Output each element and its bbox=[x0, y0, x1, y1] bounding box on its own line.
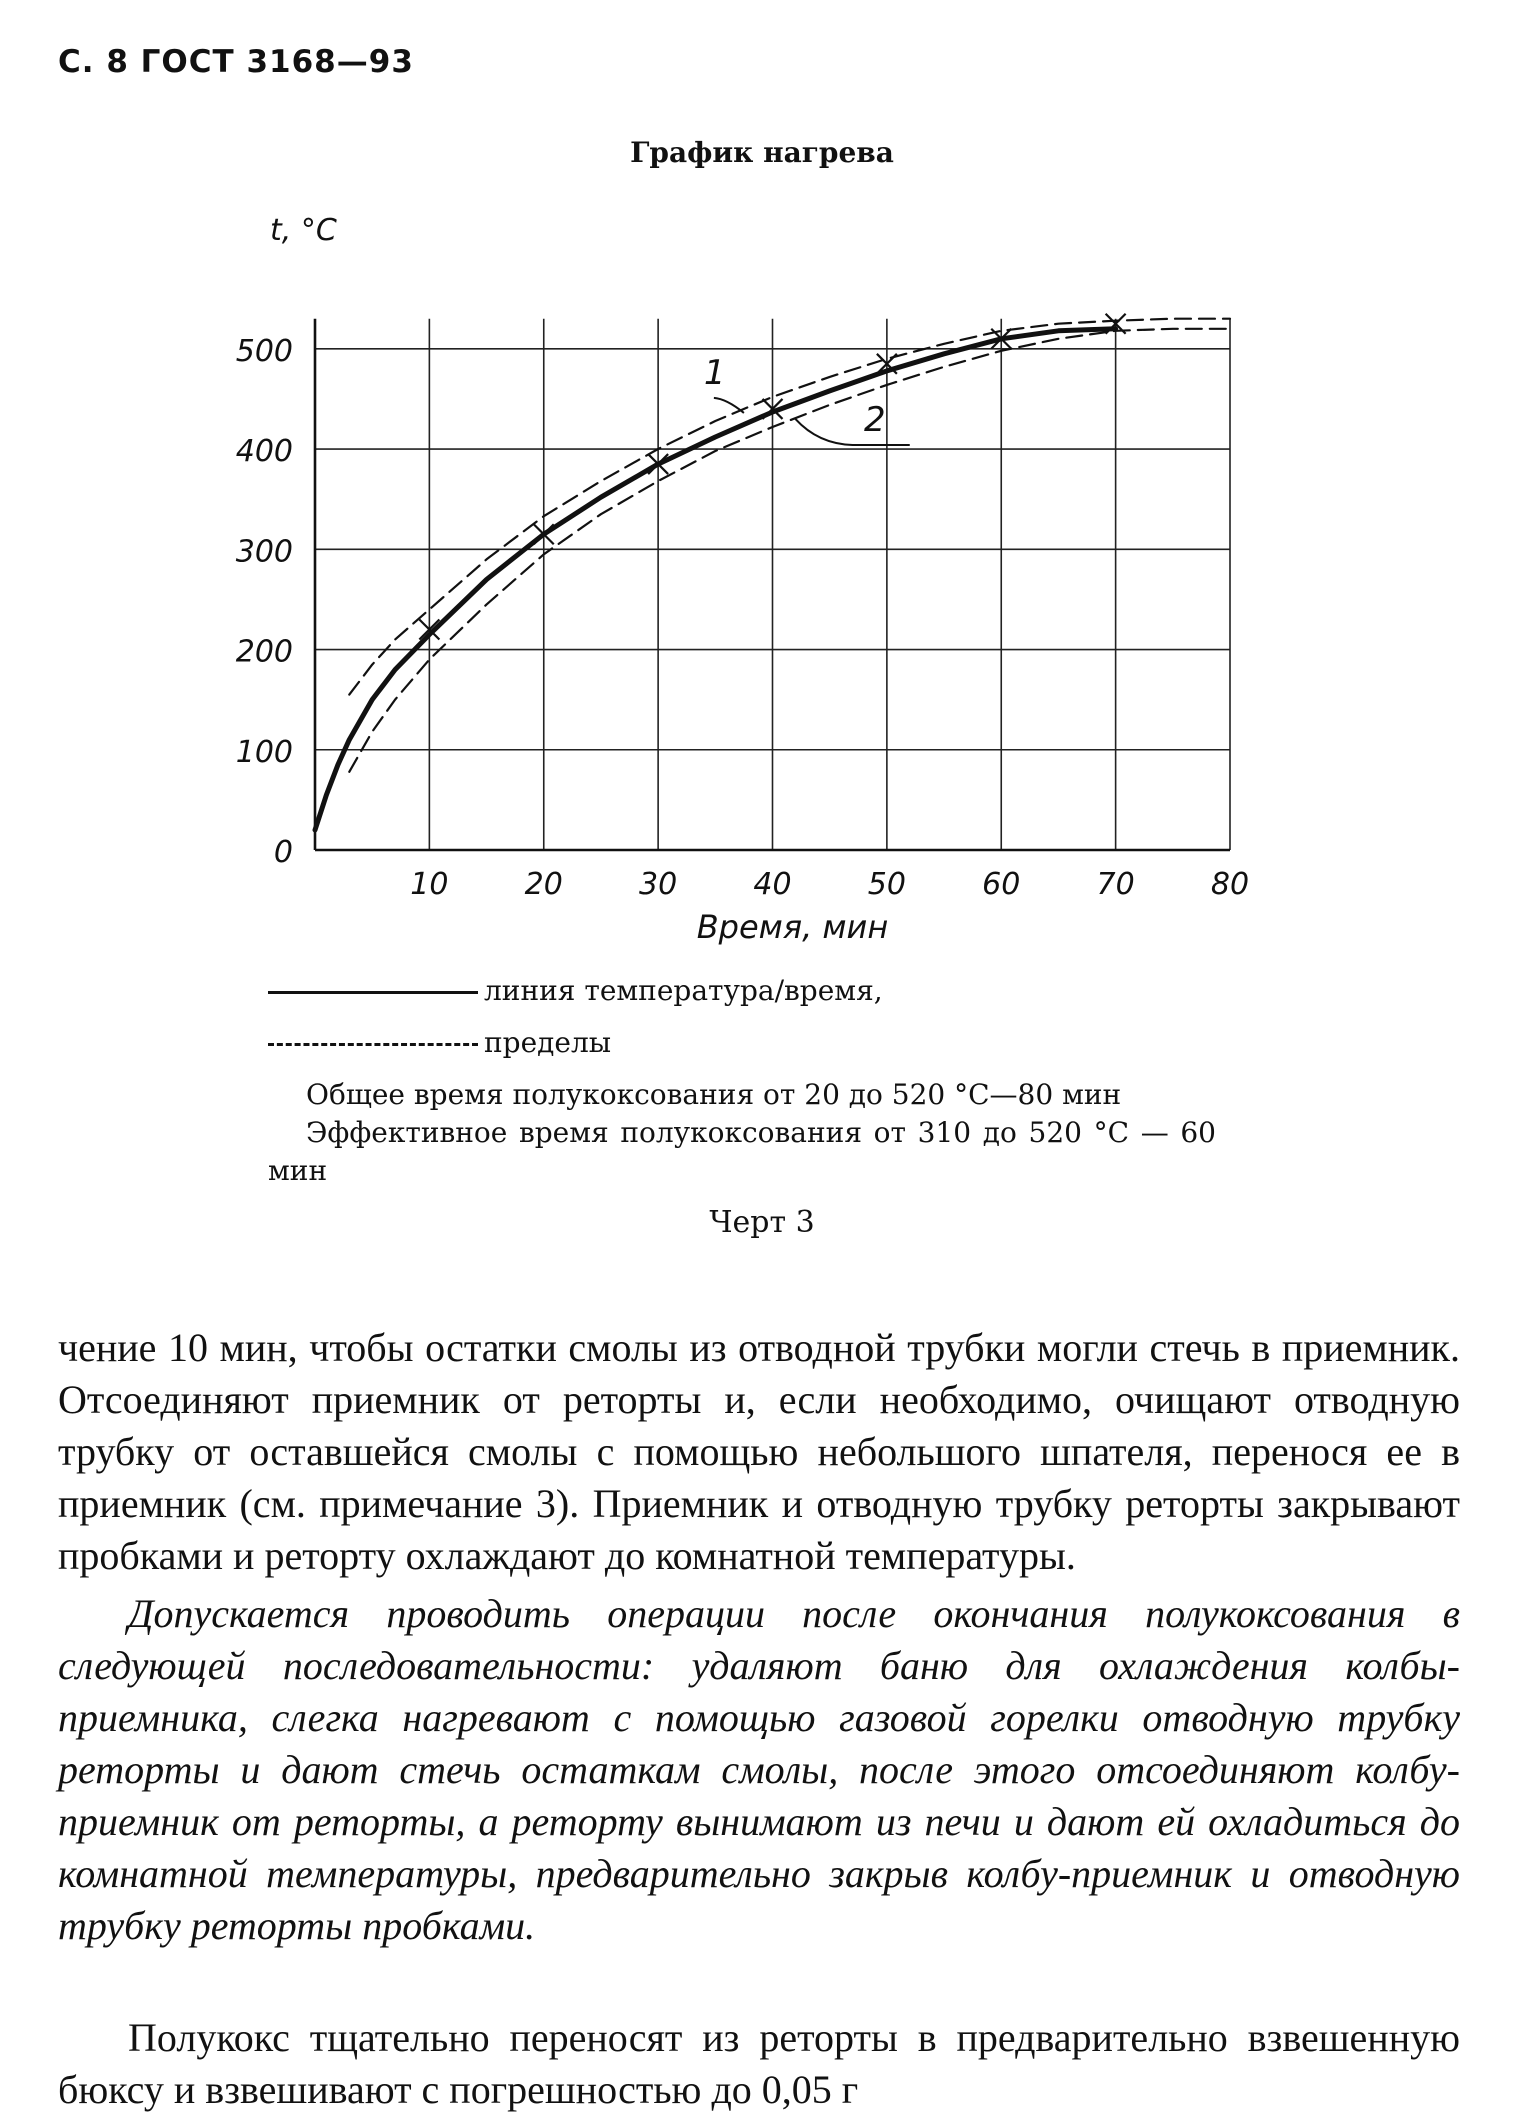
curve-label-2: 2 bbox=[864, 399, 886, 440]
curve-label-2-leader bbox=[795, 419, 909, 445]
chart-title: График нагрева bbox=[630, 136, 894, 169]
x-tick-label: 30 bbox=[639, 867, 678, 902]
note-total-time: Общее время полукоксования от 20 до 520 °С—80 мин bbox=[306, 1078, 1122, 1111]
y-tick-label: 300 bbox=[235, 534, 293, 570]
chart-grid bbox=[315, 319, 1230, 850]
x-tick-label: 50 bbox=[867, 867, 906, 902]
y-tick-label: 200 bbox=[235, 634, 293, 670]
x-axis-label: Время, мин bbox=[696, 908, 889, 946]
y-axis-label: t, °C bbox=[270, 213, 337, 248]
x-tick-label: 60 bbox=[982, 867, 1021, 902]
legend-dashed bbox=[268, 1026, 611, 1059]
curve-temperature-time bbox=[315, 329, 1116, 830]
legend-dashed-swatch bbox=[268, 1043, 478, 1046]
curve-label-1: 1 bbox=[703, 352, 726, 393]
legend-solid bbox=[268, 974, 883, 1007]
legend-dashed-label: пределы bbox=[484, 1026, 612, 1059]
chart-notes bbox=[268, 1076, 1216, 1190]
x-tick-label: 70 bbox=[1096, 867, 1135, 902]
x-tick-label: 10 bbox=[410, 867, 449, 902]
page-header: С. 8 ГОСТ 3168—93 bbox=[58, 44, 414, 80]
note-effective-time: Эффективное время полукоксования от 310 до 520 °С — 60 мин bbox=[268, 1116, 1216, 1187]
curve-limit bbox=[349, 319, 1230, 695]
legend-solid-swatch bbox=[268, 991, 478, 994]
paragraph-3: Полукокс тщательно переносят из реторты в предварительно взвешенную бюксу и взвешивают с погрешностью до 0,05 г bbox=[58, 2015, 1460, 2112]
paragraph-1: чение 10 мин, чтобы остатки смолы из отводной трубки могли стечь в приемник. Отсоединяют приемник от реторты и, если необходимо, очищают отводную трубку от оставшейся смолы с помощью небольшого шпателя, перенося ее в приемник (см. примечание 3). Приемник и отводную трубку реторты закрывают пробками и реторту охлаждают до комнатной температуры. bbox=[58, 1325, 1460, 1578]
x-tick-label: 40 bbox=[753, 867, 792, 902]
chart-labels bbox=[236, 213, 1249, 946]
y-tick-label: 100 bbox=[235, 734, 293, 770]
y-tick-label: 0 bbox=[273, 835, 293, 870]
curve-limit bbox=[349, 329, 1230, 772]
x-tick-label: 80 bbox=[1210, 867, 1250, 902]
paragraph-2: Допускается проводить операции после окончания полукоксования в следующей последовательности: удаляют баню для охлаждения колбы-приемника, слегка нагревают с помощью газовой горелки отводную трубку реторты и дают стечь остаткам смолы, после этого отсоединяют колбу-приемник от реторты, а реторту вынимают из печи и дают ей охладиться до комнатной температуры, предварительно закрыв колбу-приемник и отводную трубку реторты пробками. bbox=[58, 1591, 1460, 1948]
x-tick-label: 20 bbox=[524, 867, 563, 902]
y-tick-label: 500 bbox=[235, 333, 293, 369]
heating-chart bbox=[0, 0, 1524, 960]
y-tick-label: 400 bbox=[235, 434, 293, 470]
legend-solid-label: линия температура/время, bbox=[484, 974, 883, 1007]
figure-caption: Черт 3 bbox=[709, 1205, 815, 1240]
